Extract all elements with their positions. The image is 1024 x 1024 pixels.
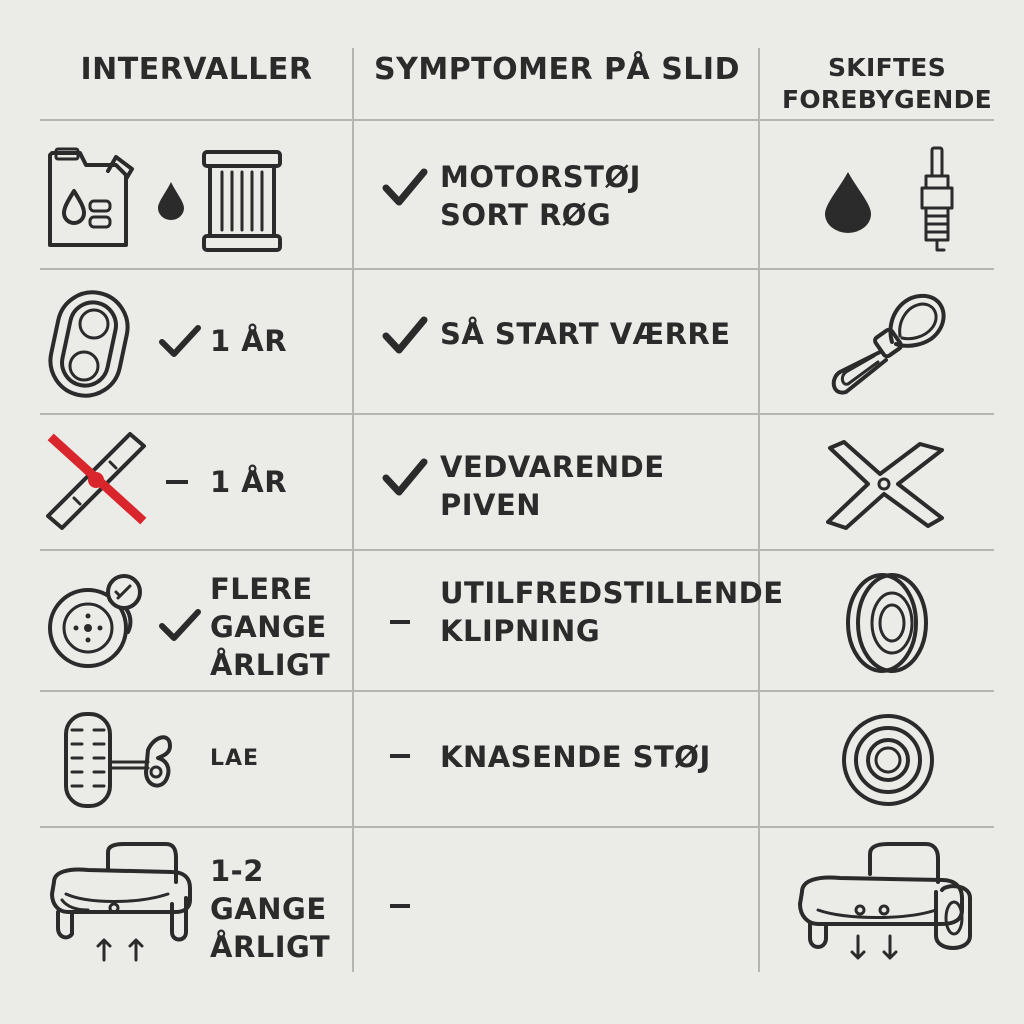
row-divider-3	[40, 549, 994, 551]
symptom-line: MOTORSTØJ	[440, 160, 641, 194]
row4-interval-text	[210, 570, 330, 684]
dash-icon	[390, 620, 410, 626]
spark-plug-icon	[918, 146, 956, 256]
row-divider-1	[40, 268, 994, 270]
interval-line: GANGE	[210, 610, 327, 644]
mower-deck-lower-icon	[796, 840, 976, 970]
bearing-ring-icon	[840, 712, 936, 808]
row6-interval-text	[210, 852, 330, 966]
check-icon	[382, 314, 428, 356]
row-divider-header	[40, 119, 994, 121]
row2-symptom-text	[440, 315, 731, 353]
symptom-line: VEDVARENDE	[440, 450, 665, 484]
row3-interval-text	[210, 463, 287, 501]
oil-drop-icon	[156, 180, 186, 220]
symptom-line: SÅ START VÆRRE	[440, 317, 731, 351]
header-replace-line2: FOREBYGENDE	[781, 85, 993, 114]
interval-line: GANGE	[210, 892, 327, 926]
check-icon	[382, 456, 428, 498]
row2-interval-text	[210, 322, 287, 360]
column-divider-2	[758, 48, 760, 972]
symptom-line: KLIPNING	[440, 614, 601, 648]
interval-line: ÅRLIGT	[210, 930, 331, 964]
symptom-line: KNASENDE STØJ	[440, 740, 711, 774]
symptom-line: UTILFREDSTILLENDE	[440, 576, 784, 610]
column-divider-1	[352, 48, 354, 972]
header-intervals: INTERVALLER	[80, 52, 313, 87]
interval-line: 1 ÅR	[210, 465, 288, 499]
interval-line: ÅRLIGT	[210, 648, 331, 682]
row-divider-5	[40, 826, 994, 828]
row1-symptom-text	[440, 158, 641, 234]
cross-blade-icon	[824, 438, 948, 532]
row4-symptom-text	[440, 574, 784, 650]
dash-icon	[390, 904, 410, 910]
dash-icon	[390, 754, 410, 760]
air-filter-icon	[202, 148, 282, 254]
header-symptoms: SYMPTOMER PÅ SLID	[374, 52, 740, 87]
oil-drop-icon	[822, 170, 874, 234]
drive-belt-icon	[50, 288, 128, 400]
symptom-line: PIVEN	[440, 488, 542, 522]
check-icon	[382, 166, 428, 208]
belt-clip-icon	[826, 292, 950, 400]
wheel-icon	[844, 572, 930, 674]
dash-icon	[166, 480, 188, 486]
interval-line: LAE	[210, 746, 260, 771]
symptom-line: SORT RØG	[440, 198, 612, 232]
row5-interval-text	[210, 740, 259, 778]
brake-disc-gauge-icon	[46, 570, 146, 674]
check-icon	[158, 324, 202, 360]
header-replace	[762, 52, 1012, 116]
mower-deck-raise-icon	[48, 842, 194, 966]
row3-symptom-text	[440, 448, 665, 524]
header-replace-line1: SKIFTES	[828, 53, 946, 82]
interval-line: 1-2	[210, 854, 264, 888]
interval-line: 1 ÅR	[210, 324, 288, 358]
tire-axle-icon	[62, 710, 180, 810]
interval-line: FLERE	[210, 572, 313, 606]
blade-crossed-out-icon	[44, 428, 152, 532]
row5-symptom-text	[440, 738, 711, 776]
row-divider-4	[40, 690, 994, 692]
row-divider-2	[40, 413, 994, 415]
check-icon	[158, 608, 202, 644]
oil-canister-icon	[46, 145, 136, 253]
